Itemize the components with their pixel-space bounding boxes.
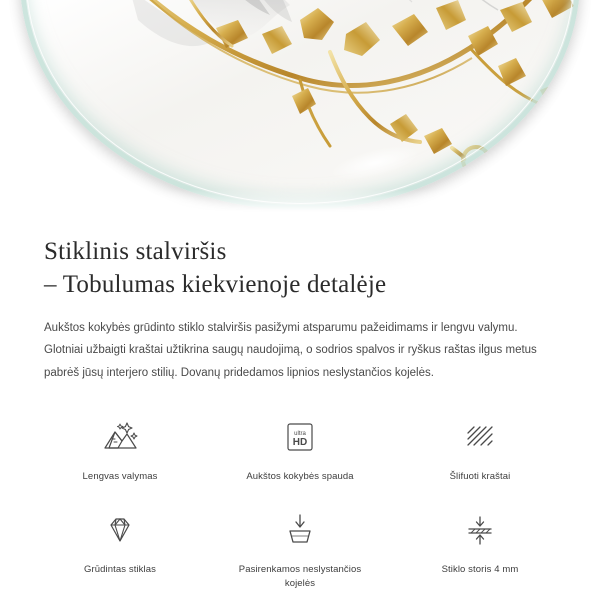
feature-label: Stiklo storis 4 mm (441, 563, 519, 575)
ultra-hd-icon (277, 414, 323, 460)
feature-label: Lengvas valymas (82, 471, 158, 483)
feature-item-easy-cleaning (30, 414, 210, 484)
page-title-line-1: Stiklinis stalviršis (44, 238, 227, 265)
feature-label: Pasirenkamos neslystančios kojelės (238, 563, 362, 589)
svg-text:ultra: ultra (294, 431, 306, 438)
feature-item-glass-thickness (390, 507, 570, 592)
diamond-icon (97, 507, 143, 553)
feature-item-tempered-glass (30, 507, 210, 592)
hero-image (0, 0, 600, 215)
sparkle-mountain-icon (97, 414, 143, 460)
feature-label: Grūdintas stiklas (84, 563, 156, 575)
feature-item-print-quality (210, 414, 390, 484)
page-title-line-2: – Tobulumas kiekvienoje detalėje (44, 271, 387, 298)
feature-item-anti-slip-feet (210, 507, 390, 592)
product-description-paragraph: Aukštos kokybės grūdinto stiklo stalviršis pasižymi atsparumu pažeidimams ir lengvu valymu. Glotniai užbaigti kraštai užtikrina saugų naudojimą, o sodrios spalvos ir ryškus raštas ilgus metus pabrėš jūsų interjero stilių. Dovanų pridedamos lipnios neslystančios kojelės. (44, 322, 537, 379)
feature-label: Aukštos kokybės spauda (246, 471, 354, 483)
anti-slip-foot-icon (277, 507, 323, 553)
feature-item-polished-edges (390, 414, 570, 484)
polished-edge-lines-icon (457, 414, 503, 460)
hero-image-clip (0, 0, 600, 215)
feature-grid (0, 414, 600, 591)
feature-label: Šlifuoti kraštai (449, 471, 511, 483)
page-title (44, 235, 556, 301)
thickness-arrows-icon (457, 507, 503, 553)
content-block (0, 215, 600, 384)
svg-text:HD: HD (292, 437, 308, 449)
